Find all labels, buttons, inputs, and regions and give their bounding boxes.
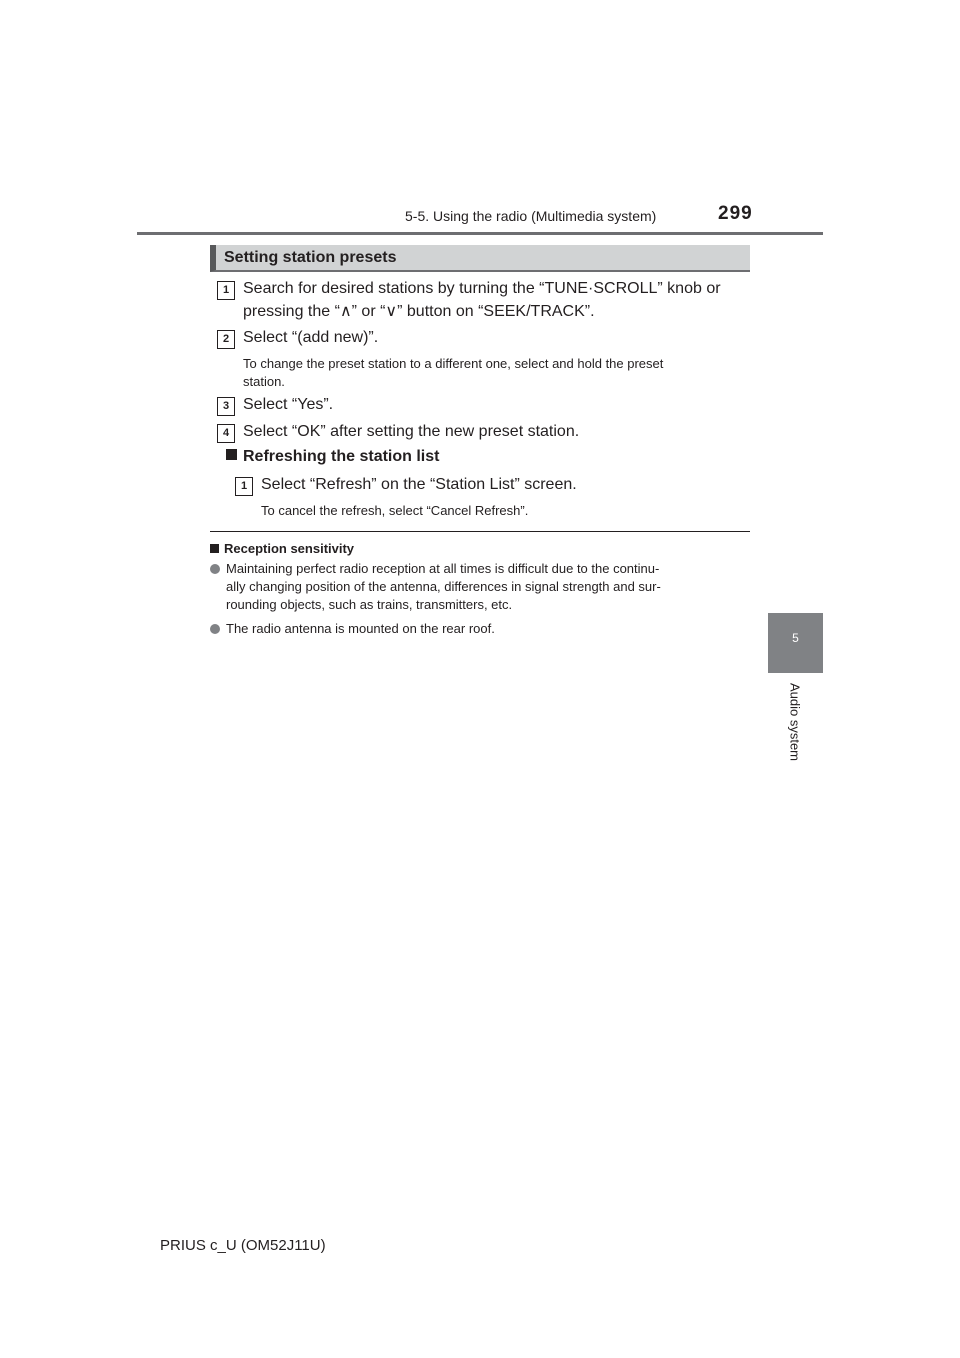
subsection-step-number: 1 (235, 477, 253, 496)
section-title: Setting station presets (224, 249, 397, 266)
info-bullet-2-line1: The radio antenna is mounted on the rear roof. (226, 621, 495, 636)
step-1-number: 1 (217, 281, 235, 300)
step-3-number: 3 (217, 397, 235, 416)
page-number: 299 (718, 203, 753, 224)
info-bullet-1 (226, 560, 661, 614)
step-1-text-line1: Search for desired stations by turning the “TUNE·SCROLL” knob or (243, 280, 721, 297)
chapter-tab (768, 613, 823, 673)
info-bullet-1-line2: ally changing position of the antenna, differences in signal strength and sur- (226, 579, 661, 594)
step-2-number: 2 (217, 330, 235, 349)
info-bullet-1-line3: rounding objects, such as trains, transmitters, etc. (226, 597, 513, 612)
step-1-text-line2: pressing the “∧” or “∨” button on “SEEK/TRACK”. (243, 303, 595, 320)
small-square-bullet-icon (210, 544, 219, 553)
chapter-number: 5 (792, 631, 799, 645)
subsection-title: Refreshing the station list (243, 448, 440, 465)
info-bullet-2 (226, 620, 495, 638)
step-3-text: Select “Yes”. (243, 396, 334, 413)
section-divider (210, 531, 750, 532)
header-rule (137, 232, 823, 235)
subsection-note: To cancel the refresh, select “Cancel Refresh”. (261, 503, 529, 518)
footer-model: PRIUS c_U (OM52J11U) (160, 1237, 326, 1254)
step-4-text: Select “OK” after setting the new preset station. (243, 423, 580, 440)
bullet-dot-icon (210, 564, 220, 574)
info-heading (210, 541, 354, 556)
step-2-text: Select “(add new)”. (243, 329, 379, 346)
info-bullet-1-line1: Maintaining perfect radio reception at all times is difficult due to the continu- (226, 561, 660, 576)
step-2-note-line2: station. (243, 374, 285, 389)
bullet-dot-icon (210, 624, 220, 634)
step-4-number: 4 (217, 424, 235, 443)
chapter-label: Audio system (787, 682, 803, 762)
subsection-heading (226, 448, 439, 466)
header-section-title: 5-5. Using the radio (Multimedia system) (405, 208, 657, 224)
section-header (210, 245, 750, 272)
step-2-note-line1: To change the preset station to a different one, select and hold the preset (243, 356, 664, 371)
info-heading-text: Reception sensitivity (224, 541, 355, 556)
square-bullet-icon (226, 449, 237, 460)
subsection-step-text: Select “Refresh” on the “Station List” screen. (261, 476, 577, 493)
